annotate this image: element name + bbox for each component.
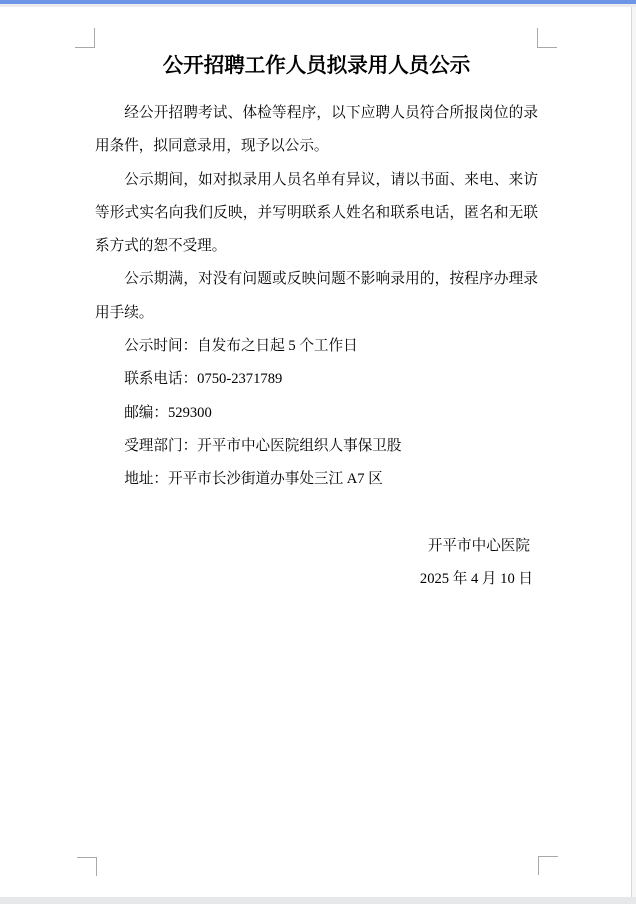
- paragraph-objection: 公示期间，如对拟录用人员名单有异议，请以书面、来电、来访等形式实名向我们反映，并写明联系人姓名和联系电话，匿名和无联系方式的恕不受理。: [95, 171, 538, 255]
- page-right-edge: [631, 7, 632, 897]
- window-bottom-edge: [0, 897, 636, 904]
- margin-crop-mark-bottom-left: [77, 857, 97, 876]
- signature-organization: 开平市中心医院: [427, 537, 530, 554]
- spacer-line: [95, 497, 538, 530]
- paragraph-expiry: 公示期满，对没有问题或反映问题不影响录用的，按程序办理录用手续。: [95, 271, 538, 321]
- paragraph-intro: 经公开招聘考试、体检等程序，以下应聘人员符合所报岗位的录用条件，拟同意录用，现予以公示。: [95, 105, 538, 155]
- info-contact-phone: 联系电话：0750-2371789: [124, 371, 283, 388]
- info-address: 地址：开平市长沙街道办事处三江 A7 区: [124, 471, 383, 488]
- info-postal-code: 邮编：529300: [124, 404, 212, 421]
- info-accepting-department: 受理部门：开平市中心医院组织人事保卫股: [124, 437, 402, 454]
- document-title: 公开招聘工作人员拟录用人员公示: [162, 55, 471, 77]
- page-right-gutter: [632, 7, 636, 897]
- margin-crop-mark-top-left: [75, 28, 95, 48]
- signature-date: 2025 年 4 月 10 日: [419, 571, 533, 588]
- margin-crop-mark-bottom-right: [538, 856, 558, 875]
- document-text-area: [95, 0, 538, 596]
- info-publicity-period: 公示时间：自发布之日起 5 个工作日: [124, 338, 358, 355]
- margin-crop-mark-top-right: [537, 28, 557, 48]
